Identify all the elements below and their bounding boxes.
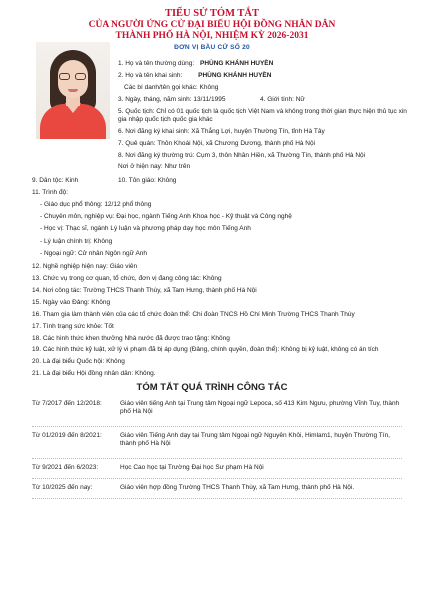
bio-peoples-council: 21. Là đại biểu Hội đồng nhân dân: Không.: [32, 370, 156, 377]
career-row: [32, 400, 402, 427]
bio-ethnicity: 9. Dân tộc: Kinh: [32, 177, 79, 184]
bio-health: 17. Tình trạng sức khỏe: Tốt: [32, 323, 114, 330]
bio-nationality: 5. Quốc tịch: Chỉ có 01 quốc tịch là quốc tịch Việt Nam và không trong thời gian thực hiện thủ tục xin gia nhập quốc tịch quốc gia khác: [118, 108, 407, 123]
bio-birth-registration: 6. Nơi đăng ký khai sinh: Xã Thắng Lợi, huyện Thường Tín, tỉnh Hà Tây: [118, 128, 325, 135]
bio-current-address: Nơi ở hiện nay: Như trên: [118, 163, 191, 170]
career-desc: Giáo viên tiếng Anh tại Trung tâm Ngoại ngữ Lepoca, số 413 Kim Ngưu, phường Vĩnh Tuy, thành phố Hà Nội: [120, 400, 400, 415]
bio-position: 13. Chức vụ trong cơ quan, tổ chức, đơn vị đang công tác: Không: [32, 275, 222, 282]
candidate-photo: [36, 42, 110, 139]
birth-name-value: PHÙNG KHÁNH HUYỀN: [198, 72, 272, 79]
bio-hometown: 7. Quê quán: Thôn Khoái Nội, xã Chương Dương, thành phố Hà Nội: [118, 140, 316, 147]
bio-common-name: [118, 60, 273, 68]
doc-title: TIỂU SỬ TÓM TẮT: [164, 8, 260, 19]
career-time: Từ 9/2021 đến 6/2023:: [32, 464, 99, 471]
bio-education-heading: 11. Trình độ:: [32, 189, 69, 196]
career-row: [32, 484, 402, 499]
doc-subtitle-term: THÀNH PHỐ HÀ NỘI, NHIỆM KỲ 2026-2031: [115, 31, 309, 41]
career-heading: TÓM TẮT QUÁ TRÌNH CÔNG TÁC: [136, 382, 288, 393]
bio-education-language: - Ngoại ngữ: Cử nhân Ngôn ngữ Anh: [40, 250, 148, 257]
common-name-value: PHÙNG KHÁNH HUYỀN: [200, 60, 274, 67]
bio-residence: 8. Nơi đăng ký thường trú: Cụm 3, thôn Nhân Hiền, xã Thường Tín, thành phố Hà Nội: [118, 152, 366, 159]
bio-gender: 4. Giới tính: Nữ: [260, 96, 305, 103]
bio-religion: 10. Tôn giáo: Không: [118, 177, 177, 184]
bio-education-general: - Giáo dục phổ thông: 12/12 phổ thông: [40, 201, 152, 208]
doc-subtitle: CỦA NGƯỜI ỨNG CỬ ĐẠI BIỂU HỘI ĐỒNG NHÂN DÂN: [88, 20, 336, 30]
career-desc: Giáo viên hợp đồng Trường THCS Thanh Thùy, xã Tam Hưng, thành phố Hà Nội.: [120, 484, 355, 491]
career-desc: Học Cao học tại Trường Đại học Sư phạm Hà Nội: [120, 464, 264, 471]
bio-education-politics: - Lý luận chính trị: Không: [40, 238, 113, 245]
bio-birth-name: [118, 72, 271, 80]
bio-birthdate: 3. Ngày, tháng, năm sinh: 13/11/1995: [118, 96, 226, 103]
bio-discipline: 19. Các hình thức kỷ luật, xử lý vi phạm đã bị áp dụng (Đảng, chính quyền, đoàn thể): Không bị kỷ luật, không có án tích: [32, 346, 379, 353]
career-row: [32, 432, 402, 459]
bio-organizations: 16. Tham gia làm thành viên của các tổ chức đoàn thể: Chi đoàn TNCS Hồ Chí Minh Trường THCS Thanh Thùy: [32, 311, 355, 318]
bio-education-specialty: - Chuyên môn, nghiệp vụ: Đại học, ngành Tiếng Anh Khoa học - Kỹ thuật và Công nghệ: [40, 213, 292, 220]
career-desc: Giáo viên Tiếng Anh dạy tại Trung tâm Ngoại ngữ Nguyên Khôi, Himlam1, huyện Thường Tín, thành phố Hà Nội: [120, 432, 390, 447]
birth-name-label: 2. Họ và tên khai sinh:: [118, 72, 183, 79]
career-time: Từ 10/2025 đến nay:: [32, 484, 93, 491]
bio-aliases: Các bí danh/tên gọi khác: Không: [124, 84, 219, 91]
bio-awards: 18. Các hình thức khen thưởng Nhà nước đã được trao tặng: Không: [32, 335, 230, 342]
electoral-unit: ĐƠN VỊ BẦU CỬ SỐ 20: [174, 44, 250, 51]
career-row: [32, 464, 402, 479]
bio-workplace: 14. Nơi công tác: Trường THCS Thanh Thùy, xã Tam Hưng, thành phố Hà Nội: [32, 287, 257, 294]
bio-party-date: 15. Ngày vào Đảng: Không: [32, 299, 111, 306]
common-name-label: 1. Họ và tên thường dùng:: [118, 60, 195, 67]
career-time: Từ 01/2019 đến 8/2021:: [32, 432, 102, 439]
career-time: Từ 7/2017 đến 12/2018:: [32, 400, 102, 407]
bio-national-assembly: 20. Là đại biểu Quốc hội: Không: [32, 358, 125, 365]
bio-education-degree: - Học vị: Thạc sĩ, ngành Lý luận và phương pháp dạy học môn Tiếng Anh: [40, 225, 251, 232]
bio-occupation: 12. Nghề nghiệp hiện nay: Giáo viên: [32, 263, 138, 270]
